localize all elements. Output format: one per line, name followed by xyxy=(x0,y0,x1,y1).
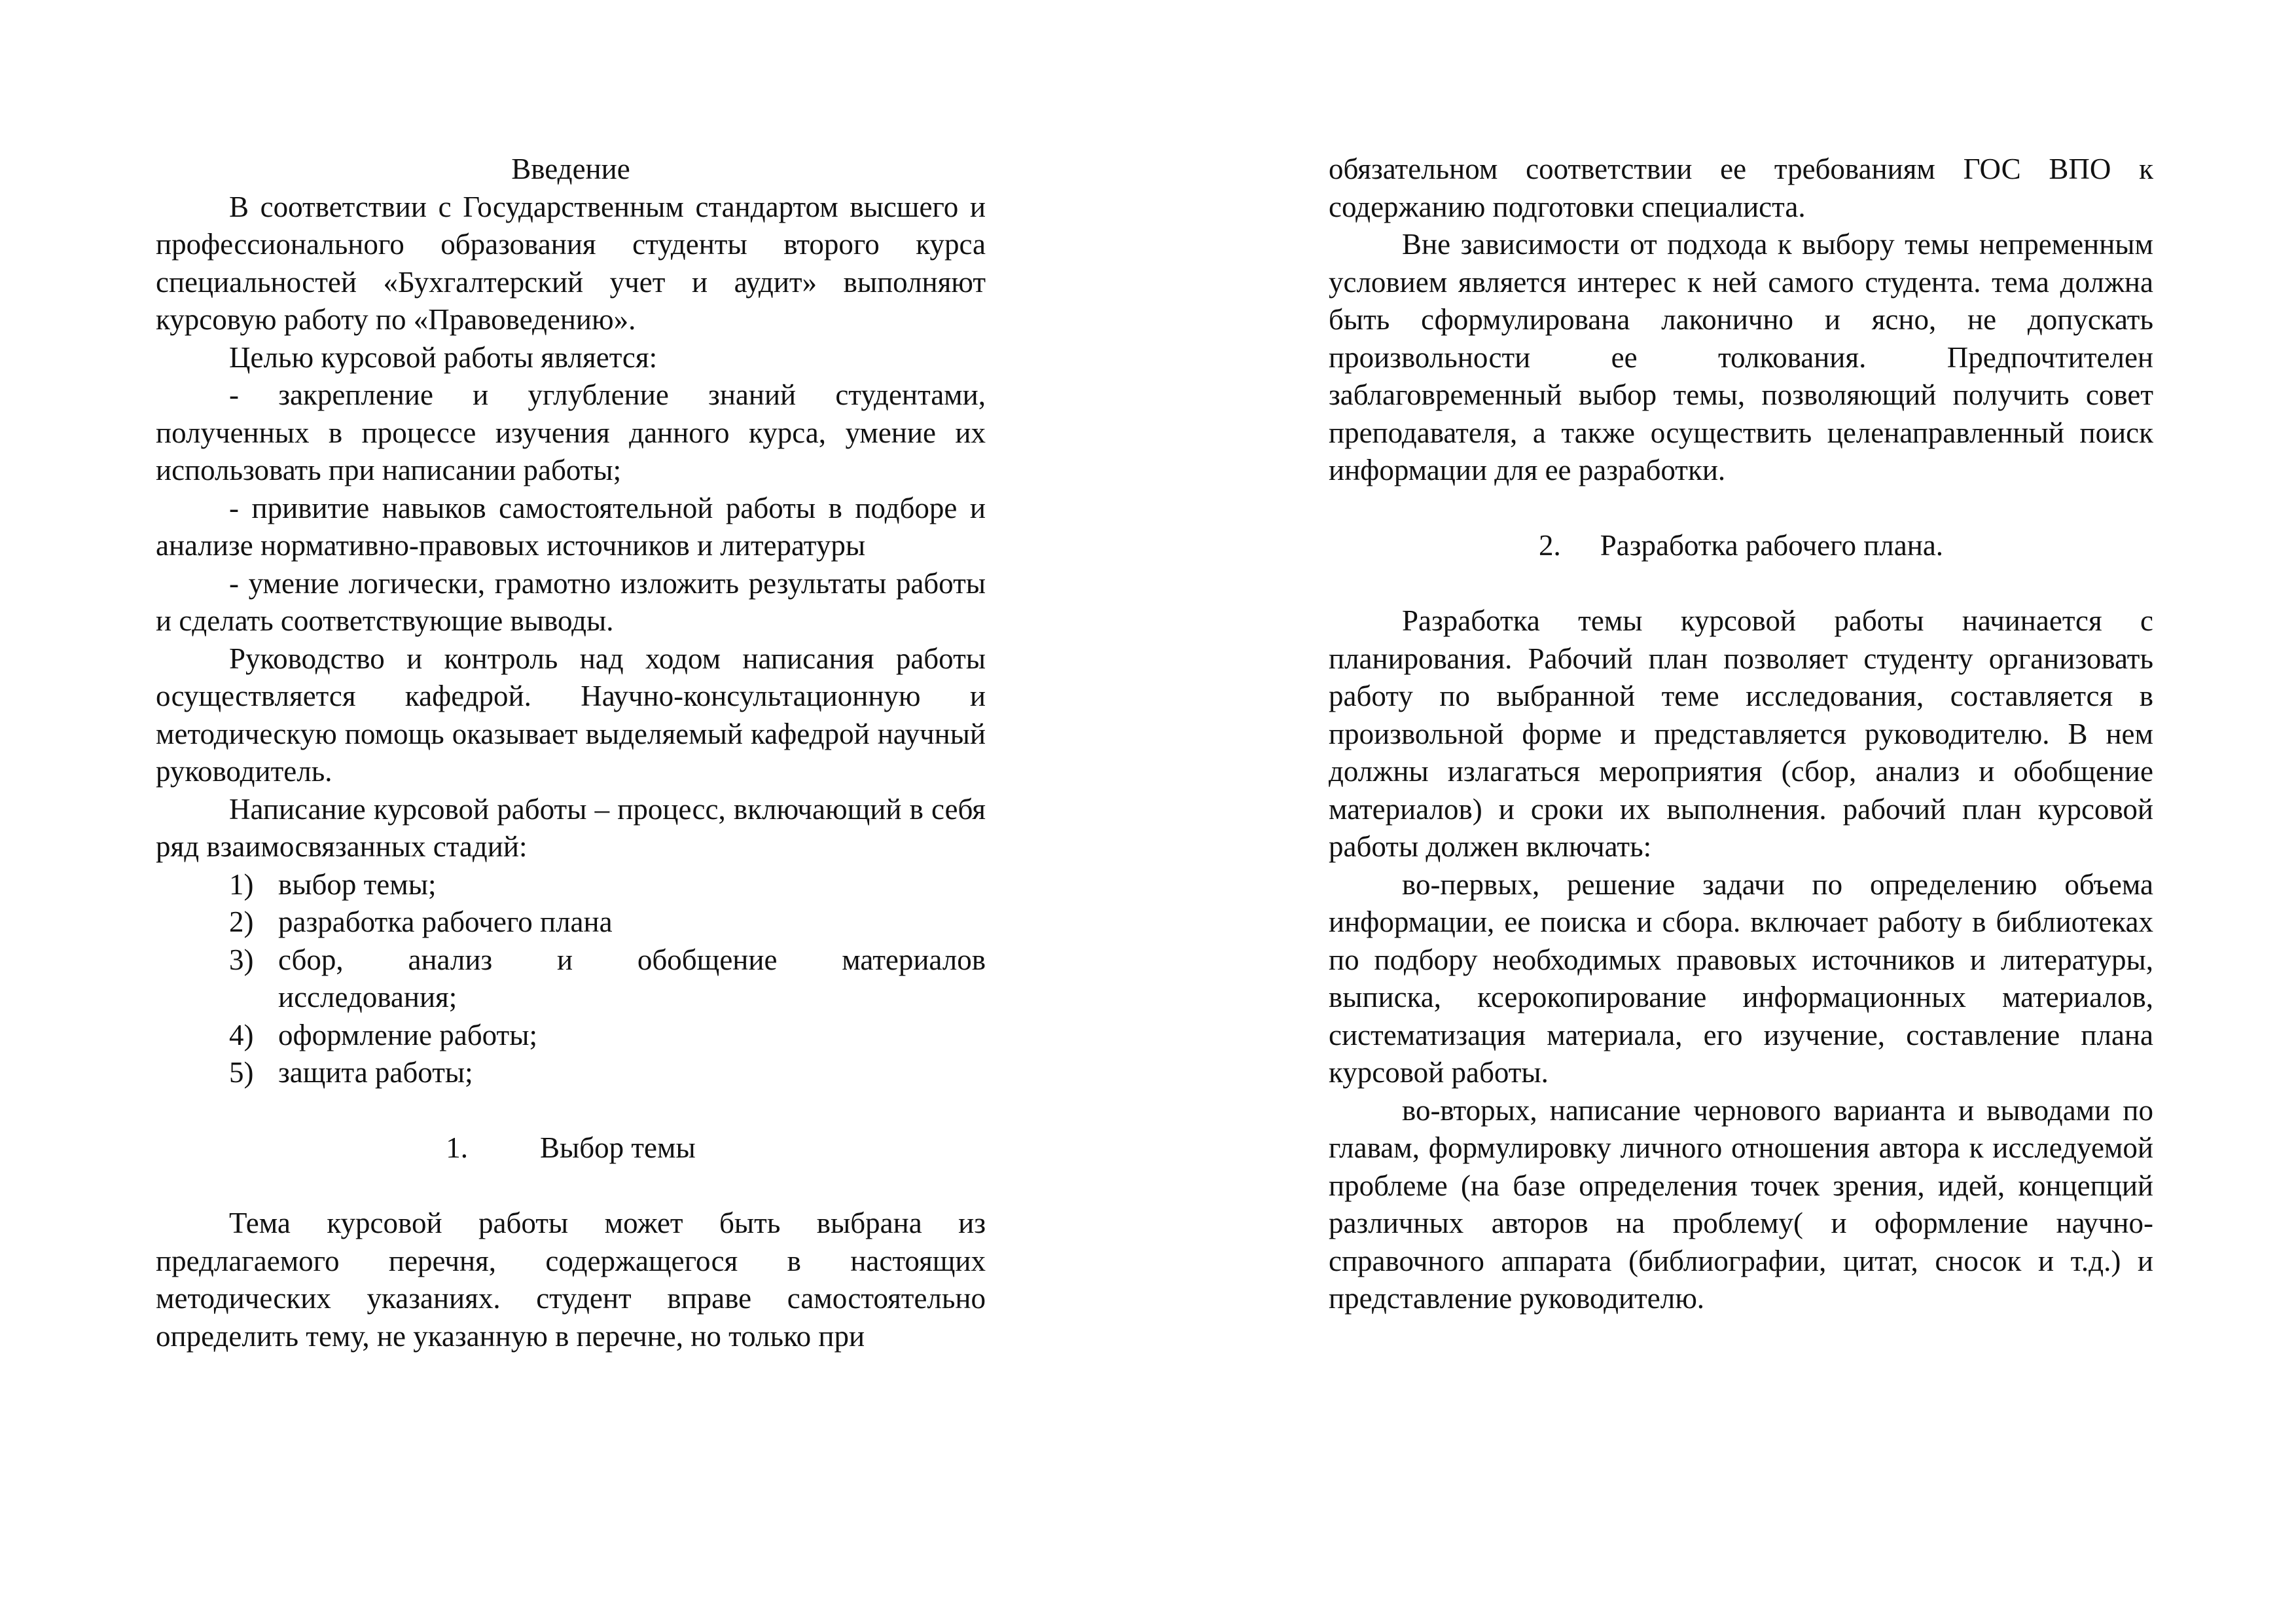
right-page-column xyxy=(1329,151,2153,1318)
stage-text: сбор, анализ и обобщение материалов xyxy=(278,943,986,976)
spacer xyxy=(1329,490,2153,528)
stage-number: 5) xyxy=(229,1056,254,1089)
plan-paragraph-1: Разработка темы курсовой работы начинается с планирования. Рабочий план позволяет студенту организовать работу по выбранной теме исследования, составляется в произвольной форме и представляется руководителю. В нем должны излагаться мероприятия (сбор, анализ и обобщение материалов) и сроки их выполнения. рабочий план курсовой работы должен включать: xyxy=(1329,604,2153,863)
stage-number: 1) xyxy=(229,867,254,901)
stage-number: 2) xyxy=(229,905,254,938)
intro-paragraph-1: В соответствии с Государственным стандартом высшего и профессионального образования студенты второго курса специальностей «Бухгалтерский учет и аудит» выполняют курсовую работу по «Правоведению». xyxy=(156,190,986,336)
continued-paragraph: обязательном соответствии ее требованиям ГОС ВПО к содержанию подготовки специалиста. xyxy=(1329,153,2153,223)
section-1-number: 1. xyxy=(446,1131,468,1164)
goal-item-1: - закрепление и углубление знаний студентами, полученных в процессе изучения данного курса, умение их использовать при написании работы; xyxy=(156,378,986,486)
stage-text: выбор темы; xyxy=(278,867,437,901)
spacer xyxy=(156,1167,986,1205)
section-2-label: Разработка рабочего плана. xyxy=(1600,529,1944,562)
goal-item-3: - умение логически, грамотно изложить результаты работы и сделать соответствующие выводы. xyxy=(156,566,986,637)
left-page-column xyxy=(156,151,986,1355)
stage-item-2 xyxy=(156,903,986,941)
topic-choice-paragraph: Вне зависимости от подхода к выбору темы непременным условием является интерес к ней самого студента. тема должна быть сформулирована лаконично и ясно, не допускать произвольности ее толкования. Предпочтителен заблаговременный выбор темы, позволяющий получить совет преподавателя, а также осуществить целенаправленный поиск информации для ее разработки. xyxy=(1329,228,2153,486)
stage-item-1 xyxy=(156,866,986,904)
intro-paragraph-3: Руководство и контроль над ходом написания работы осуществляется кафедрой. Научно-консультационную и методическую помощь оказывает выделяемый кафедрой научный руководитель. xyxy=(156,642,986,788)
spacer xyxy=(156,1092,986,1130)
stage-text: защита работы; xyxy=(278,1056,473,1089)
section-2-number: 2. xyxy=(1538,529,1561,562)
intro-title: Введение xyxy=(511,153,630,185)
stage-text-wrap xyxy=(278,941,986,1017)
stage-text: разработка рабочего плана xyxy=(278,905,613,938)
stage-text-tail: исследования; xyxy=(278,981,457,1013)
stage-item-4 xyxy=(156,1017,986,1055)
stage-number: 3) xyxy=(229,943,254,976)
stage-text: оформление работы; xyxy=(278,1018,537,1051)
intro-paragraph-2: Целью курсовой работы является: xyxy=(229,340,658,374)
plan-paragraph-3: во-вторых, написание чернового варианта и выводами по главам, формулировку личного отношения автора к исследуемой проблеме (на базе определения точек зрения, идей, концепций различных авторов на проблему( и оформление научно-справочного аппарата (библиографии, цитат, сносок и т.д.) и представление руководителю. xyxy=(1329,1093,2153,1315)
spacer xyxy=(1329,565,2153,603)
section-1-paragraph: Тема курсовой работы может быть выбрана из предлагаемого перечня, содержащегося в настоящих методических указаниях. студент вправе самостоятельно определить тему, не указанную в перечне, но только при xyxy=(156,1207,986,1353)
stages-list xyxy=(156,866,986,1092)
plan-paragraph-2: во-первых, решение задачи по определению объема информации, ее поиска и сбора. включает работу в библиотеках по подбору необходимых правовых источников и литературы, выписка, ксерокопирование информационных материалов, систематизация материала, его изучение, составление плана курсовой работы. xyxy=(1329,867,2153,1089)
stage-number: 4) xyxy=(229,1018,254,1051)
section-2-title xyxy=(1329,527,2153,565)
stage-item-3 xyxy=(156,941,986,1017)
stage-item-5 xyxy=(156,1054,986,1092)
section-1-label: Выбор темы xyxy=(540,1131,696,1164)
goal-item-2: - привитие навыков самостоятельной работы в подборе и анализе нормативно-правовых источников и литературы xyxy=(156,491,986,562)
intro-paragraph-4: Написание курсовой работы – процесс, включающий в себя ряд взаимосвязанных стадий: xyxy=(156,792,986,863)
section-1-title xyxy=(156,1129,986,1167)
